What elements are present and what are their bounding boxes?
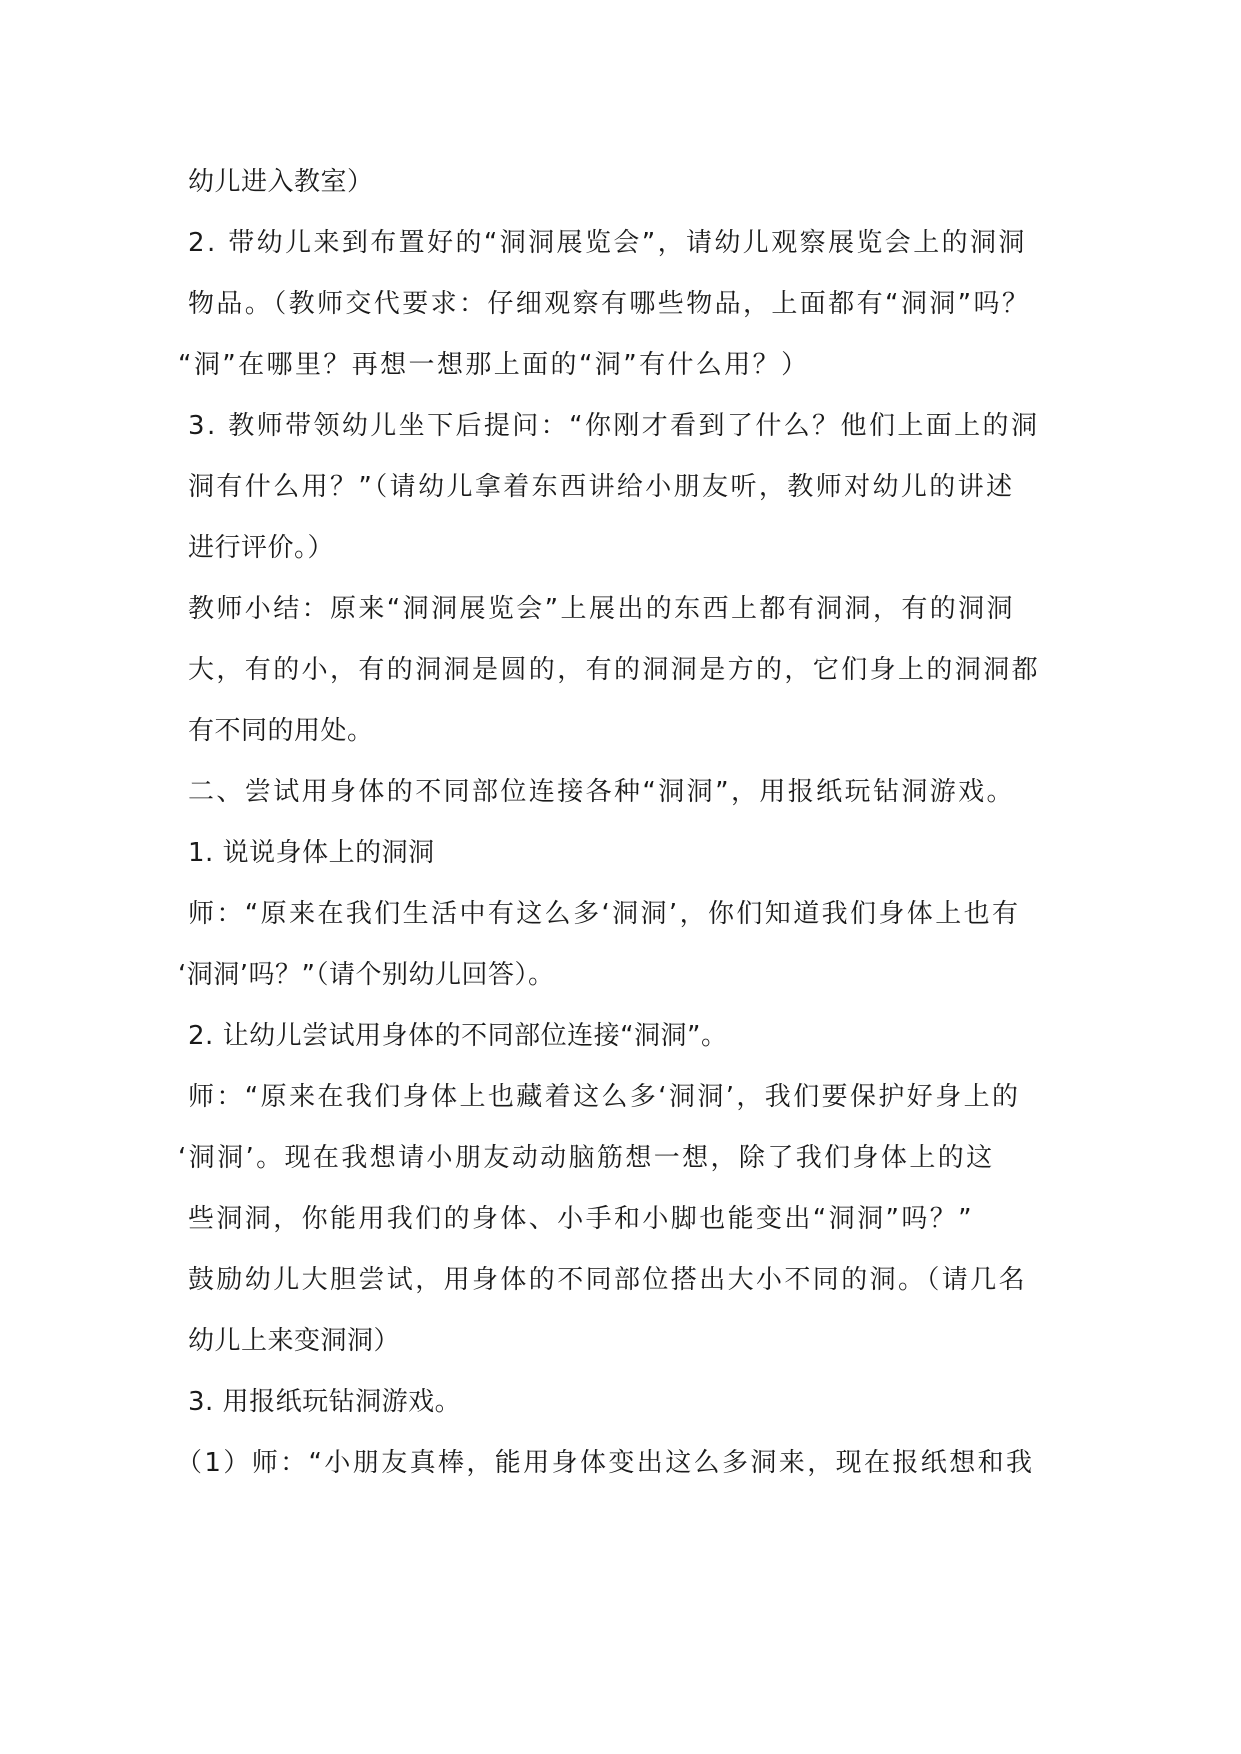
document-body: [176, 152, 1068, 1494]
text-line: 2. 带幼儿来到布置好的“洞洞展览会”，请幼儿观察展览会上的洞洞: [188, 228, 1027, 258]
text-line: “洞”在哪里？再想一想那上面的“洞”有什么用？）: [178, 350, 810, 380]
text-line: 些洞洞，你能用我们的身体、小手和小脚也能变出“洞洞”吗？”: [188, 1204, 975, 1234]
text-line: 大，有的小，有的洞洞是圆的，有的洞洞是方的，它们身上的洞洞都: [188, 655, 1041, 685]
section-heading: 二、尝试用身体的不同部位连接各种“洞洞”，用报纸玩钻洞游戏。: [188, 777, 1015, 807]
text-line: 师：“原来在我们生活中有这么多‘洞洞’，你们知道我们身体上也有: [188, 899, 1021, 929]
text-line: 教师小结：原来“洞洞展览会”上展出的东西上都有洞洞，有的洞洞: [188, 594, 1015, 624]
text-line: 3. 教师带领幼儿坐下后提问：“你刚才看到了什么？他们上面上的洞: [188, 411, 1040, 441]
text-line: 1. 说说身体上的洞洞: [188, 838, 435, 868]
text-line: 幼儿进入教室）: [188, 167, 374, 197]
text-line: 进行评价。）: [188, 533, 335, 563]
text-line: 幼儿上来变洞洞）: [188, 1326, 401, 1356]
text-line: 3. 用报纸玩钻洞游戏。: [188, 1387, 462, 1417]
text-line: ‘洞洞’吗？”（请个别幼儿回答）。: [178, 960, 555, 990]
text-line: （1）师：“小朋友真棒，能用身体变出这么多洞来，现在报纸想和我: [176, 1448, 1035, 1478]
text-line: 鼓励幼儿大胆尝试，用身体的不同部位搭出大小不同的洞。（请几名: [188, 1265, 1028, 1295]
text-line: 师：“原来在我们身体上也藏着这么多‘洞洞’，我们要保护好身上的: [188, 1082, 1021, 1112]
text-line: 洞有什么用？”（请幼儿拿着东西讲给小朋友听，教师对幼儿的讲述: [188, 472, 1015, 502]
text-line: 有不同的用处。: [188, 716, 374, 746]
text-line: ‘洞洞’。现在我想请小朋友动动脑筋想一想，除了我们身体上的这: [178, 1143, 995, 1173]
text-line: 2. 让幼儿尝试用身体的不同部位连接“洞洞”。: [188, 1021, 728, 1051]
text-line: 物品。（教师交代要求：仔细观察有哪些物品，上面都有“洞洞”吗？: [188, 289, 1031, 319]
